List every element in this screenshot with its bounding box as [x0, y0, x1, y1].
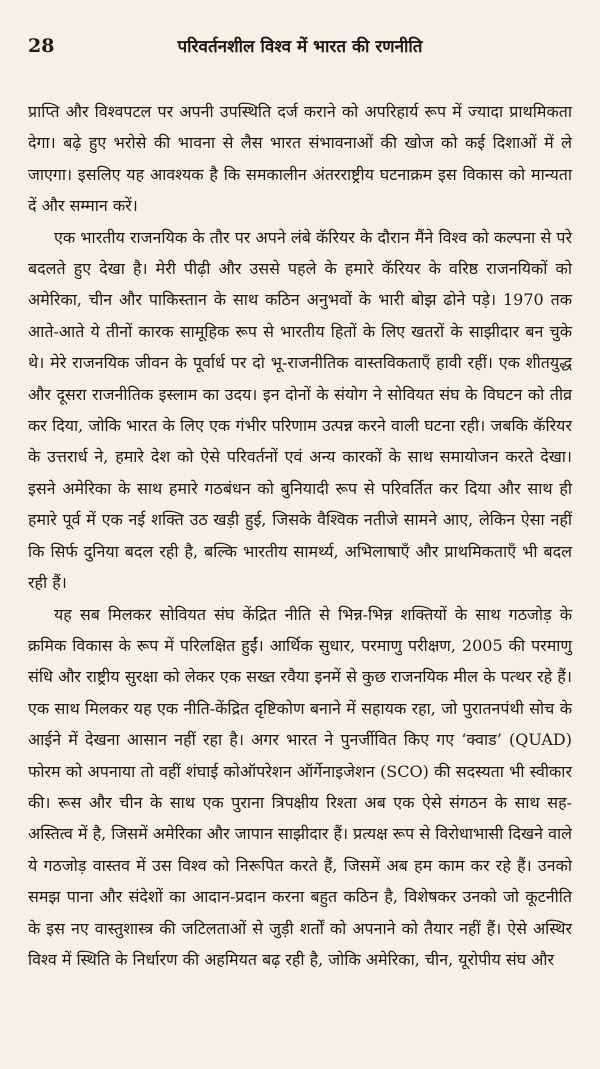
paragraph: एक भारतीय राजनयिक के तौर पर अपने लंबे कॅरियर के दौरान मैंने विश्व को कल्पना से परे बदलते हुए देखा है। मेरी पीढ़ी और उससे पहले के हमारे कॅरियर के वरिष्ठ राजनयिकों को अमेरिका, चीन और पाकिस्तान के साथ कठिन अनुभवों के भारी बोझ ढोने पड़े। 1970 तक आते-आते ये तीनों कारक सामूहिक रूप से भारतीय हितों के लिए खतरों के साझीदार बन चुके थे। मेरे राजनयिक जीवन के पूर्वार्ध पर दो भू-राजनीतिक वास्तविकताएँ हावी रहीं। एक शीतयुद्ध और दूसरा राजनीतिक इस्लाम का उदय। इन दोनों के संयोग ने सोवियत संघ के विघटन को तीव्र कर दिया, जोकि भारत के लिए एक गंभीर परिणाम उत्पन्न करने वाली घटना रही। जबकि कॅरियर के उत्तरार्ध ने, हमारे देश को ऐसे परिवर्तनों एवं अन्य कारकों के साथ समायोजन करते देखा। इसने अमेरिका के साथ हमारे गठबंधन को बुनियादी रूप से परिवर्तित कर दिया और साथ ही हमारे पूर्व में एक नई शक्ति उठ खड़ी हुई, जिसके वैश्विक नतीजे सामने आए, लेकिन ऐसा नहीं कि सिर्फ दुनिया बदल रही है, बल्कि भारतीय सामर्थ्य, अभिलाषाएँ और प्राथमिकताएँ भी बदल रही हैं। [28, 227, 572, 593]
page-header [28, 34, 572, 74]
paragraph-continued: प्राप्ति और विश्वपटल पर अपनी उपस्थिति दर्ज कराने को अपरिहार्य रूप में ज्यादा प्राथमिकता देगा। बढ़े हुए भरोसे की भावना से लैस भारत संभावनाओं की खोज को कई दिशाओं में ले जाएगा। इसलिए यह आवश्यक है कि समकालीन अंतरराष्ट्रीय घटनाक्रम इस विकास को मान्यता दें और सम्मान करें। [28, 102, 572, 216]
body-text [28, 96, 572, 975]
running-title: परिवर्तनशील विश्व में भारत की रणनीति [177, 37, 423, 57]
page-number: 28 [28, 35, 55, 57]
paragraph: यह सब मिलकर सोवियत संघ केंद्रित नीति से भिन्न-भिन्न शक्तियों के साथ गठजोड़ के क्रमिक विकास के रूप में परिलक्षित हुईं। आर्थिक सुधार, परमाणु परीक्षण, 2005 की परमाणु संधि और राष्ट्रीय सुरक्षा को लेकर एक सख्त रवैया इनमें से कुछ राजनयिक मील के पत्थर रहे हैं। एक साथ मिलकर यह एक नीति-केंद्रित दृष्टिकोण बनाने में सहायक रहा, जो पुरातनपंथी सोच के आईने में देखना आसान नहीं रहा है। अगर भारत ने पुनर्जीवित किए गए ‘क्वाड’ (QUAD) फोरम को अपनाया तो वहीं शंघाई कोऑपरेशन ऑर्गेनाइजेशन (SCO) की सदस्यता भी स्वीकार की। रूस और चीन के साथ एक पुराना त्रिपक्षीय रिश्ता अब एक ऐसे संगठन के साथ सह-अस्तित्व में है, जिसमें अमेरिका और जापान साझीदार हैं। प्रत्यक्ष रूप से विरोधाभासी दिखने वाले ये गठजोड़ वास्तव में उस विश्व को निरूपित करते हैं, जिसमें अब हम काम कर रहे हैं। उनको समझ पाना और संदेशों का आदान-प्रदान करना बहुत कठिन है, विशेषकर उनको जो कूटनीति के इस नए वास्तुशास्त्र की जटिलताओं से जुड़ी शर्तों को अपनाने को तैयार नहीं हैं। ऐसे अस्थिर विश्व में स्थिति के निर्धारण की अहमियत बढ़ रही है, जोकि अमेरिका, चीन, यूरोपीय संघ और [28, 604, 572, 969]
